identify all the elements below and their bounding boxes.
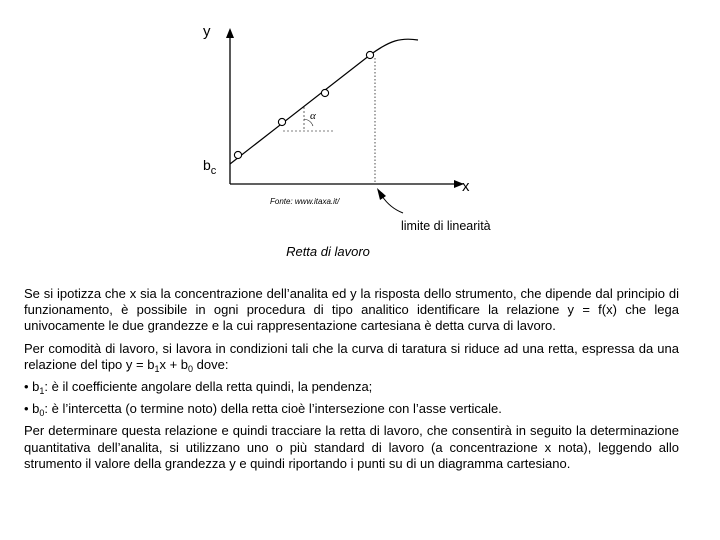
limit-pointer (382, 196, 403, 213)
bullet-b0: • $b_0$: è l’intercetta (o termine noto) della retta cioè l’intersezione con l’asse verticale. (24, 401, 502, 419)
x-axis-label: x (462, 178, 470, 195)
paragraph-1: Se si ipotizza che x sia la concentrazione dell’analita ed y la risposta dello strumento, che dipende dal principio di funzionamento, è possibile in ogni procedura di tipo analitico identificare la relazione y = f(x) che lega univocamente le due grandezze e la cui rappresentazione cartesiana è detta curva di lavoro. (24, 286, 679, 334)
bullet-b1: • $b_1$: è il coefficiente angolare della retta quindi, la pendenza; (24, 379, 373, 397)
limit-pointer-head (377, 188, 386, 200)
figure-caption: Retta di lavoro (286, 244, 370, 259)
saturation-curve (370, 39, 418, 55)
data-point (366, 51, 373, 58)
limit-label: limite di linearità (401, 219, 491, 233)
y-axis-label: y (203, 23, 211, 40)
paragraph-2: Per comodità di lavoro, si lavora in condizioni tali che la curva di taratura si riduce ad una retta, espressa da una relazione del tipo $y = b_1x + b_0$ dove: (24, 340, 679, 374)
data-point (321, 89, 328, 96)
origin-label: $b_c$ (203, 157, 217, 177)
source-credit: Fonte: www.itaxa.it/ (270, 197, 340, 206)
body-text (24, 286, 679, 478)
y-axis-arrow (226, 28, 234, 38)
calibration-figure (0, 0, 720, 240)
data-point (278, 118, 285, 125)
calibration-line (230, 55, 370, 164)
angle-label: α (310, 110, 316, 122)
paragraph-3: Per determinare questa relazione e quindi tracciare la retta di lavoro, che consentirà in seguito la determinazione quantitativa dell’analita, si utilizzano uno o più standard di lavoro (a concentrazione x nota), leggendo allo strumento il valore della grandezza y e quindi riportando i punti su di un diagramma cartesiano. (24, 423, 679, 471)
data-point (234, 151, 241, 158)
